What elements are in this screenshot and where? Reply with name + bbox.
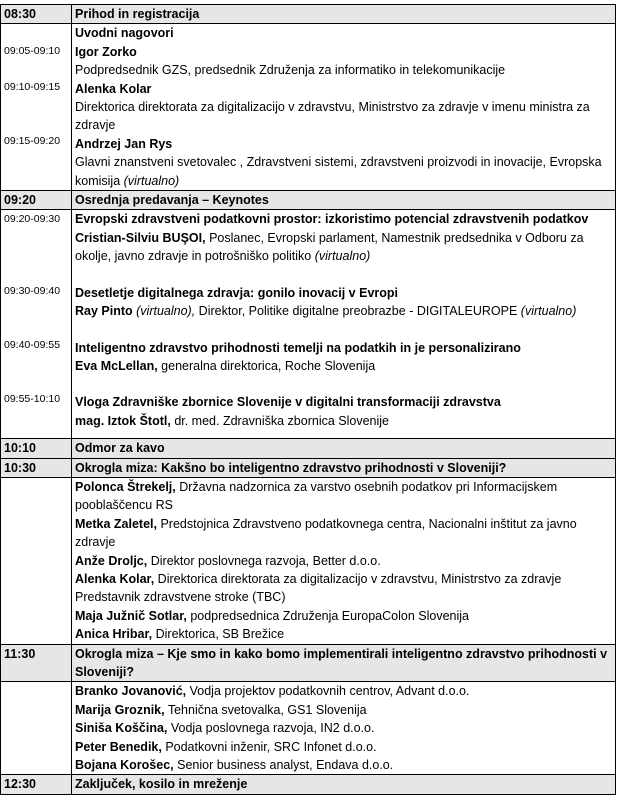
time-cell bbox=[1, 682, 72, 775]
agenda-row-opening bbox=[1, 24, 616, 191]
time-slot: 09:05-09:10 bbox=[4, 45, 61, 58]
participant: Predstavnik zdravstvene stroke (TBC) bbox=[75, 590, 286, 605]
agenda-row-closing bbox=[1, 775, 616, 794]
speaker-name: Cristian-Silviu BUŞOI, bbox=[75, 230, 206, 245]
time-cell bbox=[1, 477, 72, 644]
participant: Branko Jovanović, Vodja projektov podatkovnih centrov, Advant d.o.o. bbox=[75, 684, 470, 699]
session-title: Zaključek, kosilo in mreženje bbox=[72, 775, 616, 794]
time-cell bbox=[1, 24, 72, 191]
agenda-row-keynotes bbox=[1, 210, 616, 439]
talk-title: Evropski zdravstveni podatkovni prostor: izkoristimo potencial zdravstvenih podatkov bbox=[75, 212, 589, 227]
time-slot: 09:30-09:40 bbox=[4, 285, 61, 298]
time-slot: 09:15-09:20 bbox=[4, 135, 61, 148]
speaker-role: Podpredsednik GZS, predsednik Združenja za informatiko in telekomunikacije bbox=[75, 63, 506, 78]
session-title: Okrogla miza – Kje smo in kako bomo implementirali inteligentno zdravstvo prihodnosti v Sloveniji? bbox=[72, 644, 616, 682]
agenda-row-panel-1 bbox=[1, 477, 616, 644]
talk-speaker: Cristian-Silviu BUŞOI, Poslanec, Evropski parlament, Namestnik predsednika v Odboru za okolje, javno zdravje in potrošniško politiko (virtualno) bbox=[75, 230, 584, 264]
participant: Alenka Kolar, Direktorica direktorata za digitalizacijo v zdravstvu, Ministrstvo za zdravje bbox=[75, 571, 562, 586]
agenda-row-panel-1-header bbox=[1, 458, 616, 477]
virtual-note: (virtualno) bbox=[123, 173, 180, 188]
virtual-note: (virtualno) bbox=[520, 304, 577, 319]
time-cell: 11:30 bbox=[1, 644, 72, 682]
time-slot: 09:10-09:15 bbox=[4, 81, 61, 94]
participant: Polonca Štrekelj, Državna nadzornica za varstvo osebnih podatkov pri Informacijskem pooblaščencu RS bbox=[75, 479, 558, 513]
participant: Anže Droljc, Direktor poslovnega razvoja, Better d.o.o. bbox=[75, 553, 381, 568]
session-title: Odmor za kavo bbox=[72, 439, 616, 458]
time-cell: 10:30 bbox=[1, 458, 72, 477]
participant: Metka Zaletel, Predstojnica Zdravstveno podatkovnega centra, Nacionalni inštitut za javno zdravje bbox=[75, 516, 577, 550]
participant: Marija Groznik, Tehnična svetovalka, GS1 Slovenija bbox=[75, 702, 367, 717]
session-content bbox=[72, 24, 616, 191]
speaker-role: Glavni znanstveni svetovalec , Zdravstveni sistemi, zdravstveni proizvodi in inovacije, Evropska komisija (virtualno) bbox=[75, 155, 602, 188]
participant: Bojana Korošec, Senior business analyst, Endava d.o.o. bbox=[75, 758, 394, 773]
speaker-role: Direktorica direktorata za digitalizacijo v zdravstvu, Ministrstvo za zdravje v imenu ministra za zdravje bbox=[75, 100, 590, 133]
talk-speaker: Eva McLellan, generalna direktorica, Roche Slovenija bbox=[75, 358, 376, 373]
time-slot: 09:55-10:10 bbox=[4, 393, 61, 406]
speaker-name: Alenka Kolar bbox=[75, 81, 152, 96]
session-title: Okrogla miza: Kakšno bo inteligentno zdravstvo prihodnosti v Sloveniji? bbox=[72, 458, 616, 477]
agenda-row-keynotes-header bbox=[1, 191, 616, 210]
agenda-row-registration bbox=[1, 5, 616, 24]
participant: Maja Južnič Sotlar, podpredsednica Združenja EuropaColon Slovenija bbox=[75, 608, 469, 623]
talk-title: Inteligentno zdravstvo prihodnosti temelji na podatkih in je personalizirano bbox=[75, 340, 521, 355]
agenda-table bbox=[0, 4, 616, 795]
participant: Anica Hribar, Direktorica, SB Brežice bbox=[75, 627, 285, 642]
panel-participants bbox=[72, 477, 616, 644]
participant: Peter Benedik, Podatkovni inženir, SRC Infonet d.o.o. bbox=[75, 739, 377, 754]
time-cell: 08:30 bbox=[1, 5, 72, 24]
virtual-note: (virtualno) bbox=[314, 249, 371, 264]
speaker-name: Andrzej Jan Rys bbox=[75, 136, 173, 151]
talk-speaker: mag. Iztok Štotl, dr. med. Zdravniška zbornica Slovenije bbox=[75, 413, 390, 428]
time-cell: 09:20 bbox=[1, 191, 72, 210]
speaker-name: Ray Pinto bbox=[75, 304, 133, 319]
session-title: Uvodni nagovori bbox=[75, 26, 174, 41]
talk-title: Desetletje digitalnega zdravja: gonilo inovacij v Evropi bbox=[75, 285, 398, 300]
time-cell: 12:30 bbox=[1, 775, 72, 794]
time-cell bbox=[1, 210, 72, 439]
participant: Siniša Koščina, Vodja poslovnega razvoja, IN2 d.o.o. bbox=[75, 721, 375, 736]
agenda-row-coffee bbox=[1, 439, 616, 458]
session-title: Osrednja predavanja – Keynotes bbox=[72, 191, 616, 210]
panel-participants bbox=[72, 682, 616, 775]
talk-title: Vloga Zdravniške zbornice Slovenije v digitalni transformaciji zdravstva bbox=[75, 395, 501, 410]
session-title: Prihod in registracija bbox=[72, 5, 616, 24]
time-cell: 10:10 bbox=[1, 439, 72, 458]
agenda-row-panel-2 bbox=[1, 682, 616, 775]
talk-speaker: Ray Pinto (virtualno), Direktor, Politike digitalne preobrazbe - DIGITALEUROPE (virtualno) bbox=[75, 304, 577, 319]
session-content bbox=[72, 210, 616, 439]
agenda-row-panel-2-header bbox=[1, 644, 616, 682]
time-slot: 09:40-09:55 bbox=[4, 339, 61, 352]
time-slot: 09:20-09:30 bbox=[4, 213, 61, 226]
speaker-name: Igor Zorko bbox=[75, 44, 137, 59]
speaker-name: mag. Iztok Štotl, bbox=[75, 413, 171, 428]
speaker-name: Eva McLellan, bbox=[75, 358, 158, 373]
